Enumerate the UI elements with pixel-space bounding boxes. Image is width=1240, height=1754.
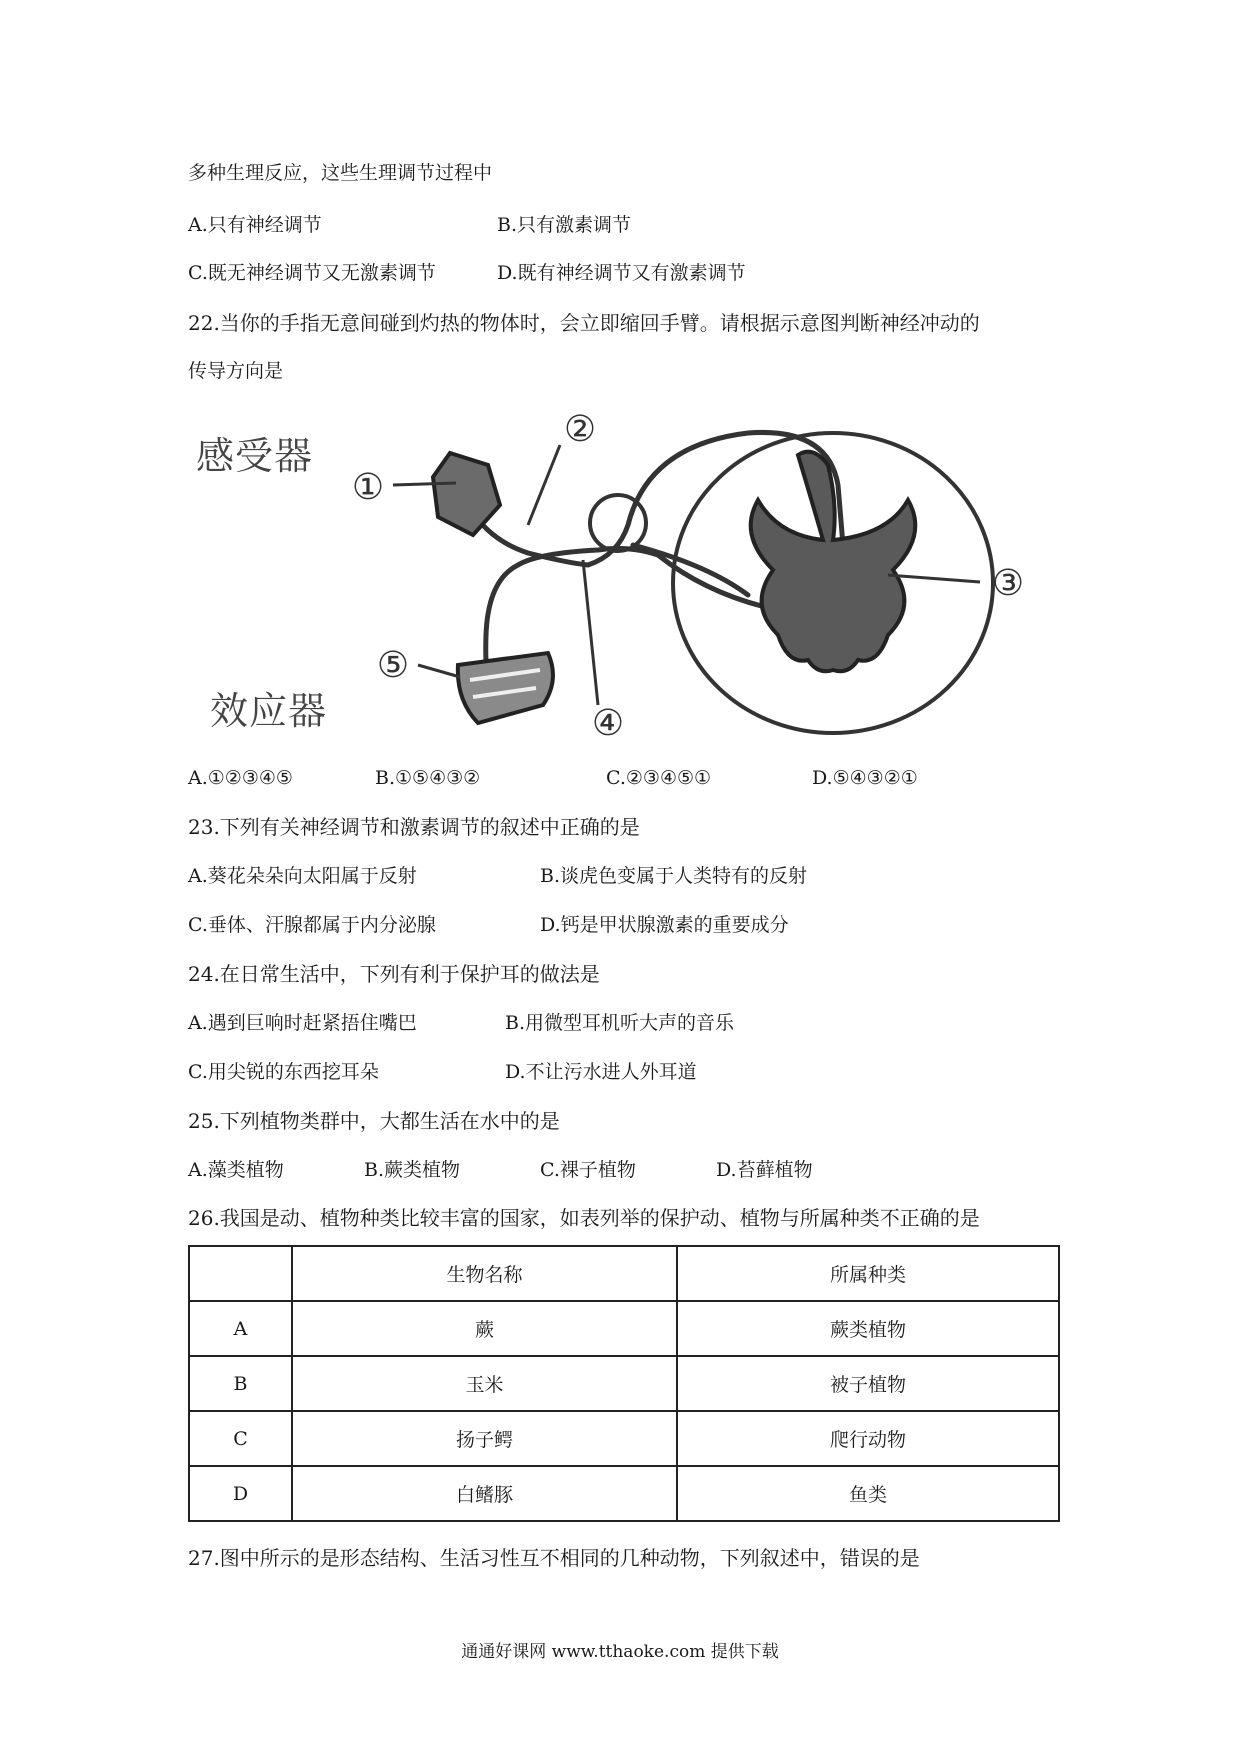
q27-stem: 27.图中所示的是形态结构、生活习性互不相同的几种动物，下列叙述中，错误的是 bbox=[188, 1546, 920, 1570]
q25-option-a: A.藻类植物 bbox=[188, 1159, 284, 1181]
q25-option-c: C.裸子植物 bbox=[540, 1159, 636, 1181]
q24-option-c: C.用尖锐的东西挖耳朵 bbox=[188, 1061, 379, 1083]
q21-option-c: C.既无神经调节又无激素调节 bbox=[188, 262, 436, 284]
table-header-row bbox=[189, 1246, 1059, 1301]
page-footer: 通通好课网 www.tthaoke.com 提供下载 bbox=[461, 1642, 779, 1662]
table-row bbox=[189, 1356, 1059, 1411]
table-header-cell: 所属种类 bbox=[677, 1246, 1059, 1301]
marker-5: ⑤ bbox=[376, 645, 410, 686]
marker-1: ① bbox=[351, 467, 385, 508]
q22-stem-line2: 传导方向是 bbox=[188, 360, 284, 382]
table-cell: C bbox=[189, 1411, 292, 1466]
q21-option-d: D.既有神经调节又有激素调节 bbox=[497, 262, 746, 284]
q23-option-d: D.钙是甲状腺激素的重要成分 bbox=[540, 914, 789, 936]
table-cell: 扬子鳄 bbox=[292, 1411, 677, 1466]
table-cell: 蕨类植物 bbox=[677, 1301, 1059, 1356]
q21-stem-tail: 多种生理反应，这些生理调节过程中 bbox=[188, 162, 493, 184]
table-cell: B bbox=[189, 1356, 292, 1411]
q23-option-c: C.垂体、汗腺都属于内分泌腺 bbox=[188, 914, 436, 936]
table-cell: A bbox=[189, 1301, 292, 1356]
table-cell: 被子植物 bbox=[677, 1356, 1059, 1411]
q25-stem: 25.下列植物类群中，大都生活在水中的是 bbox=[188, 1109, 560, 1133]
q25-option-d: D.苔藓植物 bbox=[716, 1159, 813, 1181]
q22-option-b: B.①⑤④③② bbox=[375, 767, 481, 789]
q24-option-a: A.遇到巨响时赶紧捂住嘴巴 bbox=[188, 1012, 417, 1034]
q23-option-a: A.葵花朵朵向太阳属于反射 bbox=[188, 865, 417, 887]
q22-stem-line1: 22.当你的手指无意间碰到灼热的物体时，会立即缩回手臂。请根据示意图判断神经冲动的 bbox=[188, 311, 980, 335]
table-cell: 蕨 bbox=[292, 1301, 677, 1356]
table-cell: 白鳍豚 bbox=[292, 1466, 677, 1521]
reflex-arc-diagram bbox=[188, 405, 1068, 745]
table-row bbox=[189, 1301, 1059, 1356]
q22-option-a: A.①②③④⑤ bbox=[188, 767, 293, 789]
table-row bbox=[189, 1466, 1059, 1521]
species-table bbox=[188, 1245, 1060, 1522]
table-cell: 爬行动物 bbox=[677, 1411, 1059, 1466]
q24-option-d: D.不让污水进人外耳道 bbox=[505, 1061, 697, 1083]
marker-3: ③ bbox=[991, 563, 1025, 604]
table-cell: 鱼类 bbox=[677, 1466, 1059, 1521]
q21-option-a: A.只有神经调节 bbox=[188, 214, 322, 236]
table-cell: 玉米 bbox=[292, 1356, 677, 1411]
receptor-label: 感受器 bbox=[196, 434, 314, 478]
q25-option-b: B.蕨类植物 bbox=[364, 1159, 461, 1181]
q23-option-b: B.谈虎色变属于人类特有的反射 bbox=[540, 865, 808, 887]
effector-label: 效应器 bbox=[210, 689, 328, 733]
marker-2: ② bbox=[563, 409, 597, 450]
marker-4: ④ bbox=[591, 703, 625, 744]
table-cell: D bbox=[189, 1466, 292, 1521]
grey-matter-shape bbox=[751, 452, 916, 672]
table-header-cell: 生物名称 bbox=[292, 1246, 677, 1301]
reflex-arc-drawing bbox=[188, 405, 1068, 745]
table-row bbox=[189, 1411, 1059, 1466]
effector-shape bbox=[458, 653, 553, 723]
q22-option-d: D.⑤④③②① bbox=[812, 767, 918, 789]
table-header-cell bbox=[189, 1246, 292, 1301]
q24-stem: 24.在日常生活中，下列有利于保护耳的做法是 bbox=[188, 962, 600, 986]
receptor-shape bbox=[433, 453, 500, 535]
q21-option-b: B.只有激素调节 bbox=[497, 214, 632, 236]
q22-option-c: C.②③④⑤① bbox=[606, 767, 712, 789]
q24-option-b: B.用微型耳机听大声的音乐 bbox=[505, 1012, 735, 1034]
q23-stem: 23.下列有关神经调节和激素调节的叙述中正确的是 bbox=[188, 815, 640, 839]
q26-stem: 26.我国是动、植物种类比较丰富的国家，如表列举的保护动、植物与所属种类不正确的是 bbox=[188, 1206, 980, 1230]
